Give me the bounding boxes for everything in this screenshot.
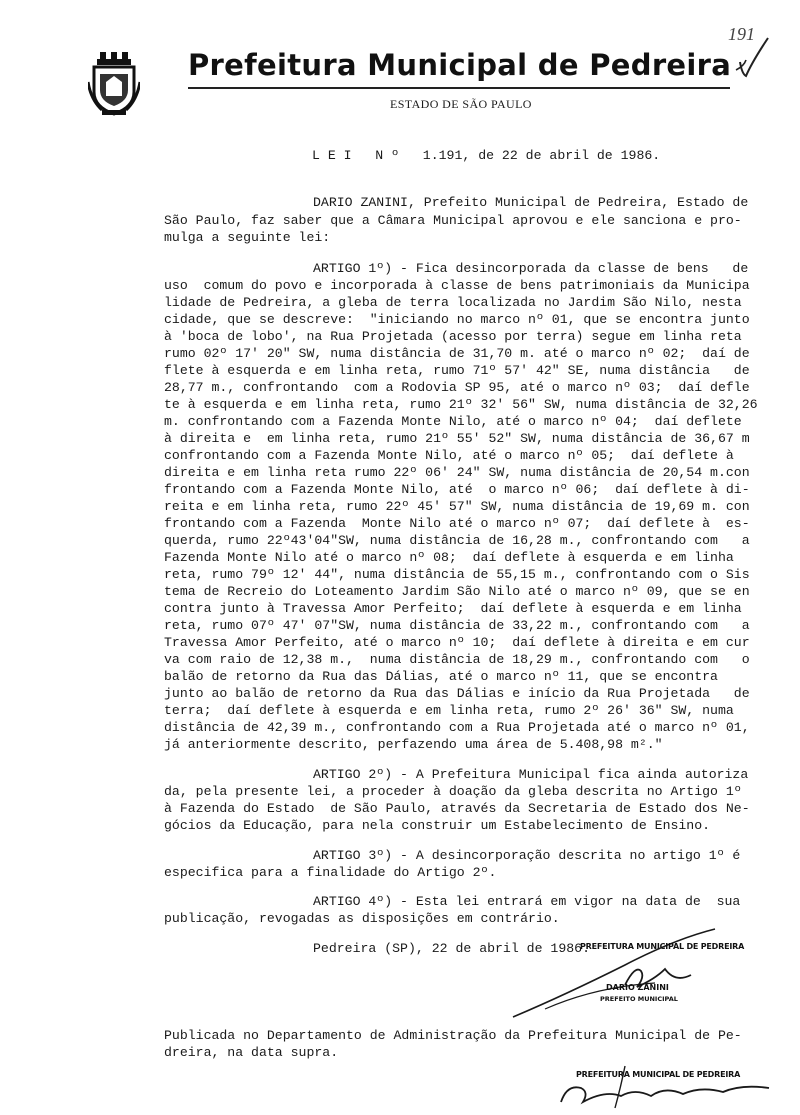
text-line: querda, rumo 22º43'04"SW, numa distância de 16,28 m., confrontando com a [164,533,750,548]
handwritten-signature-icon [505,925,770,1025]
text-line: à Fazenda do Estado de São Paulo, através da Secretaria de Estado dos Ne- [164,801,750,816]
text-line: va com raio de 12,38 m., numa distância de 18,29 m., confrontando com o [164,652,750,667]
law-number-line: L E I N º 1.191, de 22 de abril de 1986. [312,148,661,163]
text-line: reta, rumo 07º 47' 07"SW, numa distância de 33,22 m., confrontando com a [164,618,750,633]
text-line: frontando com a Fazenda Monte Nilo até o marco nº 07; daí deflete à es- [164,516,750,531]
text-line: reita e em linha reta, rumo 22º 45' 57" SW, numa distância de 19,69 m. con [164,499,750,514]
text-line: frontando com a Fazenda Monte Nilo, até o marco nº 06; daí deflete à di- [164,482,750,497]
publication-note-line: Publicada no Departamento de Administração da Prefeitura Municipal de Pe- [164,1028,742,1043]
title-underline [188,87,730,89]
handwritten-check-icon [734,32,774,82]
document-title: Prefeitura Municipal de Pedreira [188,48,732,82]
text-line: uso comum do povo e incorporada à classe de bens patrimoniais da Municipa [164,278,750,293]
text-line: terra; daí deflete à esquerda e em linha reta, rumo 2º 26' 36" SW, numa [164,703,734,718]
text-line: São Paulo, faz saber que a Câmara Municipal aprovou e ele sanciona e pro- [164,213,742,228]
date-place-line: Pedreira (SP), 22 de abril de 1986. [313,941,590,956]
text-line: DARIO ZANINI, Prefeito Municipal de Pedreira, Estado de [313,195,749,210]
signature-stamp-office: PREFEITURA MUNICIPAL DE PEDREIRA [580,942,745,951]
state-name: ESTADO DE SÃO PAULO [390,97,532,111]
text-line: distância de 42,39 m., confrontando com a Rua Projetada até o marco nº 01, [164,720,750,735]
text-line: especifica para a finalidade do Artigo 2º. [164,865,497,880]
signature-stamp-name: DARIO ZANINI [606,983,669,992]
text-line: tema de Recreio do Loteamento Jardim São Nilo até o marco nº 09, que se en [164,584,750,599]
text-line: junto ao balão de retorno da Rua das Dálias e início da Rua Projetada de [164,686,750,701]
text-line: publicação, revogadas as disposições em contrário. [164,911,560,926]
text-line: contra junto à Travessa Amor Perfeito; daí deflete à esquerda e em linha [164,601,742,616]
city-crest-icon [88,52,140,116]
signature-stamp-role: PREFEITO MUNICIPAL [600,995,678,1003]
text-line: rumo 02º 17' 20" SW, numa distância de 31,70 m. até o marco nº 02; daí de [164,346,750,361]
publication-signature-icon [555,1062,775,1112]
page-number: 191 [728,24,755,44]
text-line: já anteriormente descrito, perfazendo uma área de 5.408,98 m²." [164,737,663,752]
article-1-heading: ARTIGO 1º) - Fica desincorporada da classe de bens de [313,261,749,276]
text-line: 28,77 m., confrontando com a Rodovia SP 95, até o marco nº 03; daí defle [164,380,750,395]
text-line: direita e em linha reta rumo 22º 06' 24" SW, numa distância de 20,54 m.con [164,465,750,480]
text-line: à 'boca de lobo', na Rua Projetada (acesso por terra) segue em linha reta [164,329,742,344]
article-4-heading: ARTIGO 4º) - Esta lei entrará em vigor na data de sua [313,894,741,909]
text-line: Fazenda Monte Nilo até o marco nº 08; daí deflete à esquerda e em linha [164,550,734,565]
text-line: cidade, que se descreve: "iniciando no marco nº 01, que se encontra junto [164,312,750,327]
text-line: lidade de Pedreira, a gleba de terra localizada no Jardim São Nilo, nesta [164,295,742,310]
publication-stamp-office: PREFEITURA MUNICIPAL DE PEDREIRA [576,1070,741,1079]
text-line: te à esquerda e em linha reta, rumo 21º 32' 56" SW, numa distância de 32,26 [164,397,758,412]
text-line: reta, rumo 79º 12' 44", numa distância de 55,15 m., confrontando com o Sis [164,567,750,582]
text-line: balão de retorno da Rua das Dálias, até o marco nº 11, que se encontra [164,669,718,684]
article-2-heading: ARTIGO 2º) - A Prefeitura Municipal fica ainda autoriza [313,767,749,782]
text-line: flete à esquerda e em linha reta, rumo 71º 57' 42" SE, numa distância de [164,363,750,378]
text-line: mulga a seguinte lei: [164,230,331,245]
publication-note-line: dreira, na data supra. [164,1045,339,1060]
text-line: à direita e em linha reta, rumo 21º 55' 52" SW, numa distância de 36,67 m [164,431,750,446]
text-line: confrontando com a Fazenda Monte Nilo, até o marco nº 05; daí deflete à [164,448,734,463]
text-line: da, pela presente lei, a proceder à doação da gleba descrita no Artigo 1º [164,784,742,799]
text-line: gócios da Educação, para nela construir um Estabelecimento de Ensino. [164,818,711,833]
article-3-heading: ARTIGO 3º) - A desincorporação descrita no artigo 1º é [313,848,741,863]
text-line: Travessa Amor Perfeito, até o marco nº 10; daí deflete à direita e em cur [164,635,750,650]
text-line: m. confrontando com a Fazenda Monte Nilo, até o marco nº 04; daí deflete [164,414,742,429]
